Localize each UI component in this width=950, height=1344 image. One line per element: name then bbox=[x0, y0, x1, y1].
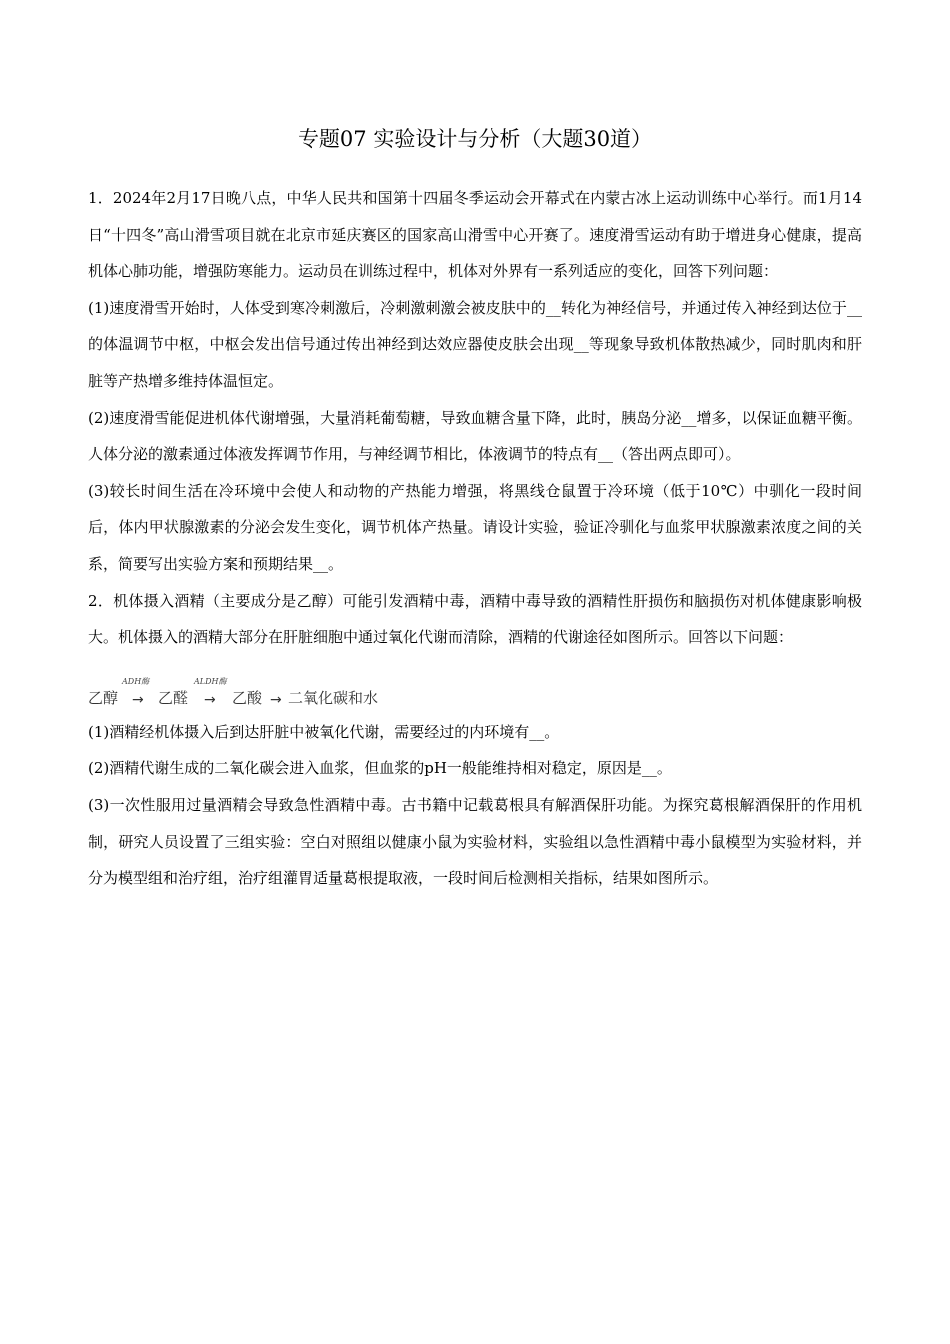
pathway-enzyme-adh: ADH酶 bbox=[122, 676, 150, 686]
question-2-stem: 2．机体摄入酒精（主要成分是乙醇）可能引发酒精中毒，酒精中毒导致的酒精性肝损伤和脑损伤对机体健康影响极大。机体摄入的酒精大部分在肝脏细胞中通过氧化代谢而清除，酒精的代谢途径如图所示。回答以下问题： bbox=[88, 591, 862, 647]
question-2-part-3: (3)一次性服用过量酒精会导致急性酒精中毒。古书籍中记载葛根具有解酒保肝功能。为探究葛根解酒保肝的作用机制，研究人员设置了三组实验：空白对照组以健康小鼠为实验材料，实验组以急性酒精中毒小鼠模型为实验材料，并分为模型组和治疗组，治疗组灌胃适量葛根提取液，一段时间后检测相关指标，结果如图所示。 bbox=[88, 795, 862, 888]
question-1-part-1: (1)速度滑雪开始时，人体受到寒冷刺激后，冷刺激刺激会被皮肤中的__转化为神经信号，并通过传入神经到达位于__的体温调节中枢，中枢会发出信号通过传出神经到达效应器使皮肤会出现__等现象导致机体散热减少，同时肌肉和肝脏等产热增多维持体温恒定。 bbox=[88, 298, 862, 390]
question-1-part-2: (2)速度滑雪能促进机体代谢增强，大量消耗葡萄糖，导致血糖含量下降，此时，胰岛分泌__增多，以保证血糖平衡。人体分泌的激素通过体液发挥调节作用，与神经调节相比，体液调节的特点有__（答出两点即可）。 bbox=[88, 408, 862, 464]
question-1-part-3: (3)较长时间生活在冷环境中会使人和动物的产热能力增强，将黑线仓鼠置于冷环境（低于10℃）中驯化一段时间后，体内甲状腺激素的分泌会发生变化，调节机体产热量。请设计实验，验证冷驯化与血浆甲状腺激素浓度之间的关系，简要写出实验方案和预期结果__。 bbox=[88, 481, 862, 573]
page-title: 专题07 实验设计与分析（大题30道） bbox=[297, 127, 653, 151]
pathway-arrow: → bbox=[270, 691, 282, 708]
pathway-arrow: → bbox=[204, 691, 216, 708]
pathway-co2-water: 二氧化碳和水 bbox=[288, 688, 379, 707]
pathway-acetaldehyde: 乙醛 bbox=[158, 688, 189, 707]
question-2-part-1: (1)酒精经机体摄入后到达肝脏中被氧化代谢，需要经过的内环境有__。 bbox=[88, 722, 560, 741]
alcohol-metabolism-pathway bbox=[88, 658, 862, 714]
question-2-part-2: (2)酒精代谢生成的二氧化碳会进入血浆，但血浆的pH一般能维持相对稳定，原因是__。 bbox=[88, 759, 672, 778]
pathway-ethanol: 乙醇 bbox=[88, 688, 119, 707]
pathway-acetic-acid: 乙酸 bbox=[232, 688, 263, 707]
pathway-enzyme-aldh: ALDH酶 bbox=[194, 676, 227, 686]
document-body bbox=[88, 180, 862, 897]
pathway-arrow: → bbox=[132, 691, 144, 708]
question-1-stem: 1．2024年2月17日晚八点，中华人民共和国第十四届冬季运动会开幕式在内蒙古冰上运动训练中心举行。而1月14日“十四冬”高山滑雪项目就在北京市延庆赛区的国家高山滑雪中心开赛了。速度滑雪运动有助于增进身心健康，提高机体心肺功能，增强防寒能力。运动员在训练过程中，机体对外界有一系列适应的变化，回答下列问题： bbox=[88, 189, 862, 281]
